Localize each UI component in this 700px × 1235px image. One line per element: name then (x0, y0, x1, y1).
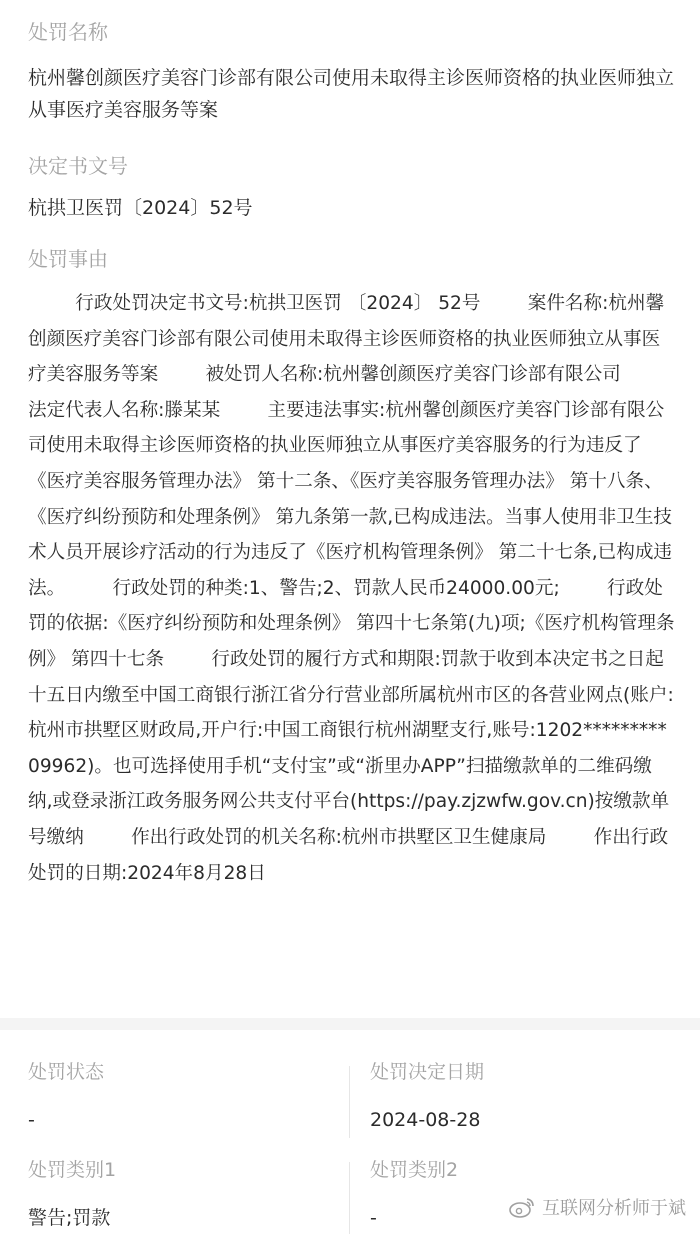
watermark (508, 1194, 686, 1220)
decision-date-label: 处罚决定日期 (370, 1061, 485, 1083)
penalty-name-section (28, 18, 678, 126)
weibo-icon (508, 1196, 536, 1218)
penalty-reason-label: 处罚事由 (28, 247, 108, 271)
penalty-category1-cell (28, 1156, 348, 1234)
penalty-status-cell (28, 1058, 348, 1136)
penalty-category1-value: 警告;罚款 (28, 1207, 111, 1229)
penalty-category2-label: 处罚类别2 (370, 1159, 459, 1181)
grid-divider (349, 1066, 350, 1138)
penalty-reason-section (28, 245, 676, 891)
watermark-text: 互联网分析师于斌 (542, 1198, 686, 1219)
decision-date-cell (370, 1058, 690, 1136)
decision-number-value: 杭拱卫医罚〔2024〕52号 (28, 197, 253, 219)
decision-date-value: 2024-08-28 (370, 1109, 481, 1131)
penalty-status-label: 处罚状态 (28, 1061, 105, 1083)
section-divider (0, 1018, 700, 1030)
decision-number-section (28, 152, 678, 224)
penalty-category1-label: 处罚类别1 (28, 1159, 117, 1181)
penalty-reason-text: 行政处罚决定书文号:杭拱卫医罚 〔2024〕 52号 案件名称:杭州馨创颜医疗美容门诊部有限公司使用未取得主诊医师资格的执业医师独立从事医疗美容服务等案 被处罚人名称:杭州馨创颜医疗美容门诊部有限公司 法定代表人名称:滕某某 主要违法事实:杭州馨创颜医疗美容门诊部有限公司使用未取得主诊医师资格的执业医师独立从事医疗美容服务的行为违反了《医疗美容服务管理办法》 第十二条、《医疗美容服务管理办法》 第十八条、《医疗纠纷预防和处理条例》 第九条第一款,已构成违法。当事人使用非卫生技术人员开展诊疗活动的行为违反了《医疗机构管理条例》 第二十七条,已构成违法。 行政处罚的种类:1、警告;2、罚款人民币24000.00元; 行政处罚的依据:《医疗纠纷预防和处理条例》 第四十七条第(九)项;《医疗机构管理条例》 第四十七条 行政处罚的履行方式和期限:罚款于收到本决定书之日起十五日内缴至中国工商银行浙江省分行营业部所属杭州市区的各营业网点(账户:杭州市拱墅区财政局,开户行:中国工商银行杭州湖墅支行,账号:1202*********09962)。也可选择使用手机“支付宝”或“浙里办APP”扫描缴款单的二维码缴纳,或登录浙江政务服务网公共支付平台(https://pay.zjzwfw.gov.cn)按缴款单号缴纳 作出行政处罚的机关名称:杭州市拱墅区卫生健康局 作出行政处罚的日期:2024年8月28日 (28, 293, 675, 884)
penalty-name-value: 杭州馨创颜医疗美容门诊部有限公司使用未取得主诊医师资格的执业医师独立从事医疗美容服务等案 (28, 67, 675, 121)
grid-divider (349, 1162, 350, 1234)
penalty-status-value: - (28, 1109, 35, 1131)
penalty-category2-value: - (370, 1207, 377, 1229)
penalty-name-label: 处罚名称 (28, 20, 108, 44)
decision-number-label: 决定书文号 (28, 154, 128, 178)
